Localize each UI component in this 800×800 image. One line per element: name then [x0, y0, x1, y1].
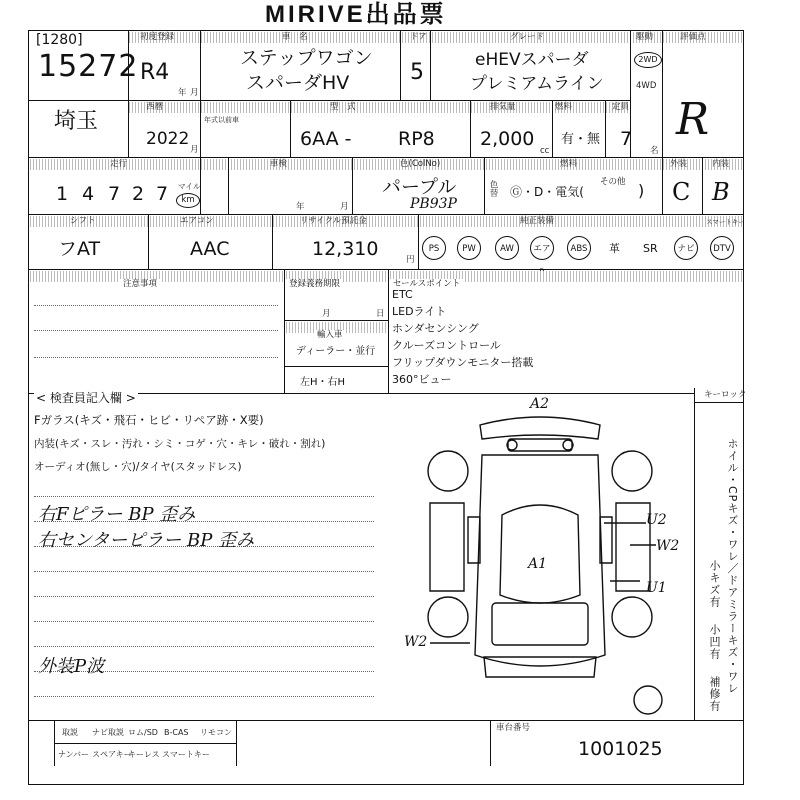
grid-h — [28, 157, 744, 158]
mileage-unit-mile: マイル — [178, 182, 201, 191]
dealer-parallel: ディーラー・並行 — [296, 346, 376, 357]
footer-item: 取説 — [62, 728, 78, 737]
row3-header — [30, 159, 742, 170]
equipment-item: DTV — [710, 236, 734, 260]
persons-label: 名 — [650, 146, 659, 156]
grid-v — [388, 269, 389, 393]
equipment-item: PW — [457, 236, 481, 260]
grid-v — [430, 30, 431, 100]
fuel-label: 燃料 — [555, 102, 573, 112]
grid-v — [200, 30, 201, 100]
doors-value: 5 — [410, 60, 424, 85]
lot-box-label: [1280] — [36, 32, 83, 48]
wheel-fl — [428, 597, 468, 637]
diagram-mark-roof: A1 — [528, 556, 548, 572]
inspector-title: < 検査員記入欄 > — [36, 391, 136, 405]
aircon-value: AAC — [190, 238, 230, 260]
sales-point-item: LEDライト — [392, 305, 447, 318]
notes-label: 注意事項 — [120, 279, 160, 290]
grade-label: グレード — [510, 32, 545, 42]
lot-number: 15272 — [38, 49, 139, 84]
year-month-label: 月 — [190, 145, 199, 155]
wheel-fr — [612, 597, 652, 637]
inspector-rule — [34, 646, 374, 647]
grid-v — [605, 100, 606, 157]
reg-header — [286, 271, 386, 289]
grid-h — [284, 320, 388, 321]
notes-rule — [34, 330, 278, 331]
inspector-rule — [34, 496, 374, 497]
mileage-digit: 1 — [56, 183, 69, 205]
inspector-line3: オーディオ(無し・穴)/タイヤ(スタッドレス) — [34, 461, 242, 473]
fuel-circles: Ⓖ・D・電気( — [510, 185, 584, 199]
equipment-item: SR — [643, 242, 658, 255]
inspector-line1: Fガラス(キズ・飛石・ヒビ・リペア跡・X要) — [34, 413, 264, 427]
round-mark — [634, 686, 662, 714]
footer-item: ナンバー — [58, 750, 90, 759]
front-bumper — [484, 657, 596, 677]
side-legend-1: ホイル・CPキズ・ワレ／ドアミラーキズ・ワレ — [726, 438, 739, 695]
year-value: 2022 — [146, 129, 190, 149]
keylock-label: キーロック — [704, 390, 747, 400]
fuel-other: その他 — [600, 177, 626, 187]
handwritten-note-3: 外装P波 — [38, 656, 105, 677]
inspector-rule — [34, 571, 374, 572]
inspector-rule — [34, 596, 374, 597]
sales-point-item: 360°ビュー — [392, 373, 452, 386]
row4-header — [30, 216, 742, 227]
diagram-mark-w2: W2 — [656, 538, 680, 554]
grid-h — [28, 269, 744, 270]
inspector-rule — [34, 621, 374, 622]
car-damage-diagram — [400, 395, 690, 715]
year-sub-label: 年 — [178, 88, 187, 98]
grid-v — [418, 214, 419, 269]
roof-outline — [500, 505, 580, 603]
drive-label: 駆動 — [636, 32, 654, 42]
grid-h — [28, 720, 744, 721]
reg-day: 日 — [376, 309, 385, 319]
diagram-mark-top: A2 — [530, 396, 550, 412]
car-name-label: 車 名 — [282, 32, 308, 42]
grid-v — [148, 214, 149, 269]
inspector-rule — [34, 696, 374, 697]
diagram-mark-w2b: W2 — [404, 634, 428, 650]
grid-v — [272, 214, 273, 269]
sales-point-item: フリップダウンモニター搭載 — [392, 356, 534, 369]
notes-rule — [34, 305, 278, 306]
import-header — [286, 322, 386, 340]
equipment-item: ナビ — [674, 236, 698, 260]
equipment-item: PS — [422, 236, 446, 260]
grid-h — [54, 743, 236, 744]
equipment-item: ABS — [567, 236, 591, 260]
notes-rule — [34, 357, 278, 358]
month-sub-label: 月 — [190, 88, 199, 98]
side-legend-3: 小凹有 — [708, 624, 721, 660]
grade-line2: プレミアムライン — [470, 74, 604, 94]
fuel-close: ) — [638, 181, 645, 200]
first-reg-label: 初度登録 — [140, 32, 175, 42]
sales-point-item: ホンダセンシング — [392, 322, 479, 335]
footer-item: ロム/SD — [128, 728, 158, 737]
displacement-value: 2,000 — [480, 128, 535, 150]
spoiler-outline — [480, 417, 600, 439]
handwritten-note-2: 右センターピラー BP 歪み — [38, 530, 255, 551]
shift-label: シフト — [70, 216, 96, 226]
year-west-label: 西暦 — [146, 102, 164, 112]
lot-hline — [28, 100, 128, 101]
footer-item: リモコン — [200, 728, 232, 737]
lot-divider — [128, 30, 129, 157]
grid-v — [662, 157, 663, 214]
exterior-label: 外装 — [670, 159, 688, 169]
recycle-value: 12,310 — [312, 238, 379, 260]
inspector-title-text: 検査員記入欄 — [49, 391, 122, 405]
diagram-mark-u1: U1 — [646, 580, 667, 596]
model-prefix: 6AA - — [300, 128, 352, 150]
lot-no-value: 1001025 — [578, 738, 663, 760]
capacity-value: 7 — [620, 128, 633, 150]
drive-4wd: 4WD — [636, 81, 657, 91]
sales-points-label: セールスポイント — [390, 279, 463, 290]
shift-value: フAT — [58, 238, 101, 260]
grid-v — [702, 157, 703, 214]
model-code: RP8 — [398, 128, 435, 150]
maker-pre-label: 年式以前車 — [204, 116, 239, 124]
inspection-month: 月 — [340, 202, 349, 212]
document-title: MIRIVE出品票 — [265, 1, 447, 28]
hood — [492, 603, 588, 645]
doors-label: ドア — [410, 32, 427, 42]
side-left — [430, 503, 480, 591]
interior-label: 内装 — [712, 159, 730, 169]
grid-v — [484, 157, 485, 214]
grid-v — [470, 100, 471, 157]
grid-v — [228, 157, 229, 214]
first-reg-value: R4 — [140, 60, 170, 85]
grid-v — [200, 100, 201, 157]
mileage-label: 走行 — [110, 159, 128, 169]
drive-2wd: 2WD — [634, 52, 662, 68]
footer-item: ナビ取説 — [92, 728, 124, 737]
car-name-line2: スパーダHV — [246, 72, 350, 94]
grid-v — [400, 30, 401, 100]
interior-grade: B — [712, 178, 730, 206]
grid-v — [284, 269, 285, 393]
color-change-label: 色替 — [488, 180, 498, 197]
equipment-item: AW — [495, 236, 519, 260]
color-label: 色(ColNo) — [400, 159, 441, 169]
grid-v — [662, 30, 663, 157]
grid-v — [552, 100, 553, 157]
rating-label: 評価点 — [680, 32, 706, 42]
region: 埼玉 — [54, 109, 99, 134]
diagram-mark-u2: U2 — [646, 512, 667, 528]
mileage-digit: 2 — [132, 183, 145, 205]
capacity-label: 定員 — [612, 102, 630, 112]
wheel-rl — [428, 451, 468, 491]
mileage-unit-km: km — [176, 193, 200, 208]
inspector-line2: 内装(キズ・スレ・汚れ・シミ・コゲ・穴・キレ・破れ・割れ) — [34, 438, 326, 450]
car-name-line1: ステップワゴン — [240, 47, 373, 69]
cc-label: cc — [540, 146, 550, 156]
exterior-grade: C — [672, 178, 691, 206]
grid-h — [284, 366, 388, 367]
fuel-label-2: 燃料 — [560, 159, 578, 169]
sales-point-item: ETC — [392, 288, 413, 301]
handwritten-note-1: 右Fピラー BP 歪み — [38, 504, 196, 525]
recycle-label: リサイクル預託金 — [300, 216, 367, 226]
grid-v — [490, 720, 491, 766]
footer-item: スペアキー — [92, 750, 132, 759]
inspection-label: 車検 — [270, 159, 288, 169]
grid-v — [352, 157, 353, 214]
footer-item: B-CAS — [164, 728, 189, 737]
equipment-item: エア — [530, 236, 554, 260]
equipment-label: 純正装備 — [520, 216, 555, 226]
row2-header — [129, 102, 629, 113]
handle-side: 左H・右H — [300, 377, 346, 388]
mileage-digit: 4 — [82, 183, 95, 205]
grid-v — [694, 388, 695, 720]
inspection-year: 年 — [296, 202, 305, 212]
grid-h — [128, 100, 630, 101]
displacement-label: 排気量 — [490, 102, 516, 112]
grade-line1: eHEVスパーダ — [475, 50, 589, 70]
side-legend-4: 補修有 — [708, 676, 721, 712]
sales-header — [390, 271, 742, 289]
wheel-rr — [612, 451, 652, 491]
aircon-label: エアコン — [180, 216, 214, 226]
grid-h — [28, 214, 744, 215]
smartkey-label: スマートキー — [706, 218, 745, 226]
grid-v — [236, 720, 237, 766]
side-right — [600, 503, 650, 591]
import-label: 輸入車 — [314, 330, 346, 341]
rating-value: R — [676, 94, 710, 145]
grid-v — [290, 100, 291, 157]
color-value: パープル — [382, 176, 457, 198]
footer-item: キーレス — [128, 750, 160, 759]
reg-month: 月 — [322, 309, 331, 319]
side-legend-2: 小キズ有 — [708, 560, 721, 608]
lot-no-label: 車台番号 — [496, 723, 531, 733]
equipment-item: 革 — [609, 242, 620, 255]
model-type-label: 型 式 — [330, 102, 356, 112]
color-no: PB93P — [410, 196, 457, 212]
mileage-digit: 7 — [156, 183, 169, 205]
grid-h — [694, 402, 744, 403]
notes-header — [30, 271, 283, 289]
mileage-digit: 7 — [108, 183, 121, 205]
fuel-options: 有・無 — [561, 132, 601, 147]
recycle-unit: 円 — [406, 255, 415, 265]
reg-expiry-label: 登録義務期限 — [286, 279, 343, 290]
sales-point-item: クルーズコントロール — [392, 339, 501, 352]
footer-item: スマートキー — [162, 750, 210, 759]
